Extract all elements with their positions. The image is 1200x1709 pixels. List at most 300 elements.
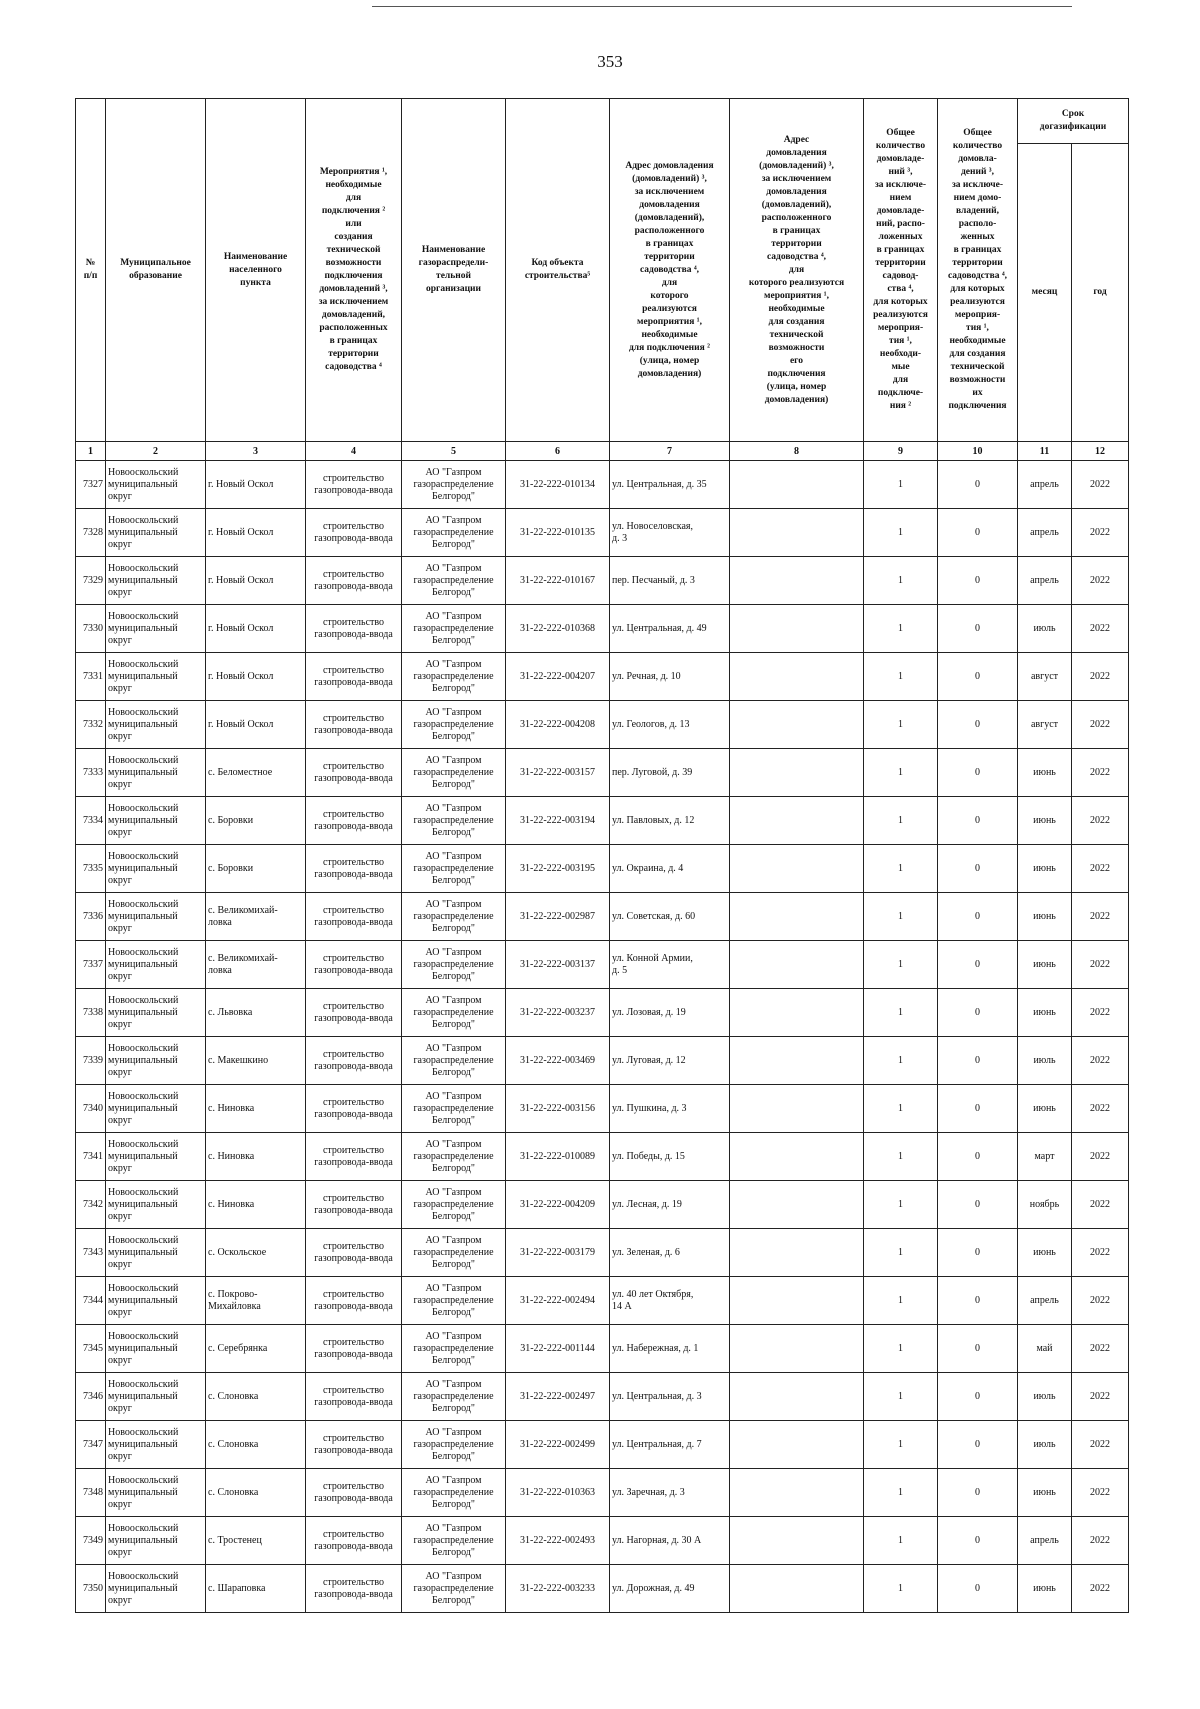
municipality-cell: Новооскольский муниципальный округ (106, 461, 206, 509)
header-count-connection: Общее количество домовладе- ний ³, за исключе- нием домовладе- ний, распо- ложенных в границах территории садовод- ства ⁴, для которых реализуются мероприя- тия ¹, необходи- мые для подключе- ния ² (864, 99, 938, 442)
header-year: год (1072, 144, 1129, 442)
month-cell: апрель (1018, 557, 1072, 605)
column-number: 2 (106, 442, 206, 461)
municipality-cell: Новооскольский муниципальный округ (106, 1565, 206, 1613)
row-number: 7330 (76, 605, 106, 653)
row-number: 7338 (76, 989, 106, 1037)
year-cell: 2022 (1072, 1277, 1129, 1325)
municipality-cell: Новооскольский муниципальный округ (106, 605, 206, 653)
month-cell: июль (1018, 1421, 1072, 1469)
table-row (76, 701, 1129, 749)
address-technical-cell (730, 797, 864, 845)
measure-cell: строительство газопровода-ввода (306, 605, 402, 653)
measure-cell: строительство газопровода-ввода (306, 1037, 402, 1085)
count-technical-cell: 0 (938, 1277, 1018, 1325)
object-code-cell: 31-22-222-003195 (506, 845, 610, 893)
object-code-cell: 31-22-222-010368 (506, 605, 610, 653)
address-technical-cell (730, 1373, 864, 1421)
count-technical-cell: 0 (938, 509, 1018, 557)
address-technical-cell (730, 1277, 864, 1325)
year-cell: 2022 (1072, 941, 1129, 989)
year-cell: 2022 (1072, 509, 1129, 557)
count-cell: 1 (864, 845, 938, 893)
measure-cell: строительство газопровода-ввода (306, 989, 402, 1037)
month-cell: июнь (1018, 989, 1072, 1037)
object-code-cell: 31-22-222-003137 (506, 941, 610, 989)
address-technical-cell (730, 1229, 864, 1277)
measure-cell: строительство газопровода-ввода (306, 653, 402, 701)
header-object-code: Код объекта строительства⁵ (506, 99, 610, 442)
year-cell: 2022 (1072, 1517, 1129, 1565)
address-cell: ул. Победы, д. 15 (610, 1133, 730, 1181)
row-number: 7339 (76, 1037, 106, 1085)
settlement-cell: с. Великомихай- ловка (206, 893, 306, 941)
object-code-cell: 31-22-222-003179 (506, 1229, 610, 1277)
table-row (76, 1469, 1129, 1517)
count-technical-cell: 0 (938, 1085, 1018, 1133)
row-number: 7335 (76, 845, 106, 893)
count-cell: 1 (864, 1421, 938, 1469)
municipality-cell: Новооскольский муниципальный округ (106, 1229, 206, 1277)
column-number: 1 (76, 442, 106, 461)
row-number: 7350 (76, 1565, 106, 1613)
organization-cell: АО "Газпром газораспределение Белгород" (402, 893, 506, 941)
year-cell: 2022 (1072, 1421, 1129, 1469)
header-measures: Мероприятия ¹, необходимые для подключения ² или создания технической возможности подключения домовладений ³, за исключением домовладений, расположенных в границах территории садоводства ⁴ (306, 99, 402, 442)
measure-cell: строительство газопровода-ввода (306, 893, 402, 941)
row-number: 7327 (76, 461, 106, 509)
count-cell: 1 (864, 1469, 938, 1517)
settlement-cell: с. Слоновка (206, 1421, 306, 1469)
address-technical-cell (730, 1037, 864, 1085)
address-cell: ул. Конной Армии, д. 5 (610, 941, 730, 989)
measure-cell: строительство газопровода-ввода (306, 557, 402, 605)
year-cell: 2022 (1072, 653, 1129, 701)
month-cell: июнь (1018, 1565, 1072, 1613)
year-cell: 2022 (1072, 701, 1129, 749)
count-technical-cell: 0 (938, 1565, 1018, 1613)
settlement-cell: г. Новый Оскол (206, 509, 306, 557)
count-technical-cell: 0 (938, 941, 1018, 989)
table-row (76, 1517, 1129, 1565)
header-address-connection: Адрес домовладения (домовладений) ³, за исключением домовладения (домовладений), расположенного в границах территории садоводства ⁴, для которого реализуются мероприятия ¹, необходимые для подключения ² (улица, номер домовладения) (610, 99, 730, 442)
count-technical-cell: 0 (938, 1037, 1018, 1085)
address-cell: ул. Геологов, д. 13 (610, 701, 730, 749)
row-number: 7333 (76, 749, 106, 797)
row-number: 7346 (76, 1373, 106, 1421)
municipality-cell: Новооскольский муниципальный округ (106, 509, 206, 557)
municipality-cell: Новооскольский муниципальный округ (106, 1373, 206, 1421)
settlement-cell: с. Покрово- Михайловка (206, 1277, 306, 1325)
column-number: 6 (506, 442, 610, 461)
settlement-cell: с. Ниновка (206, 1133, 306, 1181)
month-cell: апрель (1018, 1277, 1072, 1325)
organization-cell: АО "Газпром газораспределение Белгород" (402, 941, 506, 989)
address-technical-cell (730, 845, 864, 893)
column-number: 9 (864, 442, 938, 461)
organization-cell: АО "Газпром газораспределение Белгород" (402, 653, 506, 701)
settlement-cell: с. Ниновка (206, 1181, 306, 1229)
table-row (76, 1229, 1129, 1277)
table-row (76, 1421, 1129, 1469)
municipality-cell: Новооскольский муниципальный округ (106, 701, 206, 749)
object-code-cell: 31-22-222-003469 (506, 1037, 610, 1085)
month-cell: июнь (1018, 941, 1072, 989)
column-number: 7 (610, 442, 730, 461)
header-municipality: Муниципальное образование (106, 99, 206, 442)
row-number: 7345 (76, 1325, 106, 1373)
object-code-cell: 31-22-222-010089 (506, 1133, 610, 1181)
table-row (76, 557, 1129, 605)
count-cell: 1 (864, 653, 938, 701)
count-technical-cell: 0 (938, 893, 1018, 941)
measure-cell: строительство газопровода-ввода (306, 1229, 402, 1277)
row-number: 7331 (76, 653, 106, 701)
month-cell: июнь (1018, 749, 1072, 797)
count-cell: 1 (864, 893, 938, 941)
count-cell: 1 (864, 1229, 938, 1277)
year-cell: 2022 (1072, 797, 1129, 845)
municipality-cell: Новооскольский муниципальный округ (106, 1277, 206, 1325)
year-cell: 2022 (1072, 893, 1129, 941)
table-row (76, 1037, 1129, 1085)
organization-cell: АО "Газпром газораспределение Белгород" (402, 1517, 506, 1565)
organization-cell: АО "Газпром газораспределение Белгород" (402, 749, 506, 797)
settlement-cell: г. Новый Оскол (206, 461, 306, 509)
year-cell: 2022 (1072, 461, 1129, 509)
header-address-technical: Адрес домовладения (домовладений) ³, за исключением домовладения (домовладений), расположенного в границах территории садоводства ⁴, для которого реализуются мероприятия ¹, необходимые для создания технической возможности его подключения (улица, номер домовладения) (730, 99, 864, 442)
object-code-cell: 31-22-222-001144 (506, 1325, 610, 1373)
column-numbers-row (76, 442, 1129, 461)
row-number: 7328 (76, 509, 106, 557)
count-technical-cell: 0 (938, 1229, 1018, 1277)
address-technical-cell (730, 1325, 864, 1373)
address-cell: ул. Дорожная, д. 49 (610, 1565, 730, 1613)
municipality-cell: Новооскольский муниципальный округ (106, 1181, 206, 1229)
organization-cell: АО "Газпром газораспределение Белгород" (402, 1469, 506, 1517)
organization-cell: АО "Газпром газораспределение Белгород" (402, 1325, 506, 1373)
row-number: 7347 (76, 1421, 106, 1469)
column-number: 8 (730, 442, 864, 461)
organization-cell: АО "Газпром газораспределение Белгород" (402, 1421, 506, 1469)
count-cell: 1 (864, 941, 938, 989)
month-cell: июнь (1018, 893, 1072, 941)
count-cell: 1 (864, 797, 938, 845)
year-cell: 2022 (1072, 1325, 1129, 1373)
address-technical-cell (730, 989, 864, 1037)
table-row (76, 1181, 1129, 1229)
count-technical-cell: 0 (938, 557, 1018, 605)
address-technical-cell (730, 893, 864, 941)
count-technical-cell: 0 (938, 1181, 1018, 1229)
address-cell: ул. Нагорная, д. 30 А (610, 1517, 730, 1565)
municipality-cell: Новооскольский муниципальный округ (106, 1325, 206, 1373)
month-cell: апрель (1018, 461, 1072, 509)
measure-cell: строительство газопровода-ввода (306, 797, 402, 845)
count-technical-cell: 0 (938, 1133, 1018, 1181)
organization-cell: АО "Газпром газораспределение Белгород" (402, 509, 506, 557)
table-row (76, 749, 1129, 797)
municipality-cell: Новооскольский муниципальный округ (106, 749, 206, 797)
count-cell: 1 (864, 509, 938, 557)
row-number: 7341 (76, 1133, 106, 1181)
month-cell: июнь (1018, 1085, 1072, 1133)
count-technical-cell: 0 (938, 1373, 1018, 1421)
object-code-cell: 31-22-222-010167 (506, 557, 610, 605)
measure-cell: строительство газопровода-ввода (306, 701, 402, 749)
address-technical-cell (730, 1469, 864, 1517)
table-row (76, 1085, 1129, 1133)
year-cell: 2022 (1072, 1229, 1129, 1277)
table-row (76, 797, 1129, 845)
address-technical-cell (730, 701, 864, 749)
settlement-cell: г. Новый Оскол (206, 557, 306, 605)
measure-cell: строительство газопровода-ввода (306, 1085, 402, 1133)
address-technical-cell (730, 509, 864, 557)
address-cell: ул. Лозовая, д. 19 (610, 989, 730, 1037)
municipality-cell: Новооскольский муниципальный округ (106, 1037, 206, 1085)
year-cell: 2022 (1072, 605, 1129, 653)
measure-cell: строительство газопровода-ввода (306, 941, 402, 989)
row-number: 7349 (76, 1517, 106, 1565)
object-code-cell: 31-22-222-004207 (506, 653, 610, 701)
object-code-cell: 31-22-222-010134 (506, 461, 610, 509)
row-number: 7336 (76, 893, 106, 941)
organization-cell: АО "Газпром газораспределение Белгород" (402, 1037, 506, 1085)
month-cell: июль (1018, 1373, 1072, 1421)
object-code-cell: 31-22-222-004208 (506, 701, 610, 749)
row-number: 7334 (76, 797, 106, 845)
measure-cell: строительство газопровода-ввода (306, 1181, 402, 1229)
table-row (76, 1277, 1129, 1325)
object-code-cell: 31-22-222-003237 (506, 989, 610, 1037)
year-cell: 2022 (1072, 1085, 1129, 1133)
month-cell: июль (1018, 605, 1072, 653)
count-technical-cell: 0 (938, 605, 1018, 653)
settlement-cell: с. Боровки (206, 797, 306, 845)
organization-cell: АО "Газпром газораспределение Белгород" (402, 1373, 506, 1421)
municipality-cell: Новооскольский муниципальный округ (106, 1469, 206, 1517)
header-organization: Наименование газораспредели- тельной организации (402, 99, 506, 442)
month-cell: август (1018, 653, 1072, 701)
address-cell: пер. Песчаный, д. 3 (610, 557, 730, 605)
address-cell: ул. Павловых, д. 12 (610, 797, 730, 845)
address-technical-cell (730, 653, 864, 701)
year-cell: 2022 (1072, 749, 1129, 797)
month-cell: апрель (1018, 1517, 1072, 1565)
settlement-cell: с. Тростенец (206, 1517, 306, 1565)
month-cell: июль (1018, 1037, 1072, 1085)
settlement-cell: с. Ниновка (206, 1085, 306, 1133)
year-cell: 2022 (1072, 1037, 1129, 1085)
month-cell: июнь (1018, 845, 1072, 893)
count-technical-cell: 0 (938, 1517, 1018, 1565)
header-num: № п/п (76, 99, 106, 442)
address-technical-cell (730, 1133, 864, 1181)
municipality-cell: Новооскольский муниципальный округ (106, 893, 206, 941)
municipality-cell: Новооскольский муниципальный округ (106, 797, 206, 845)
address-technical-cell (730, 1565, 864, 1613)
year-cell: 2022 (1072, 845, 1129, 893)
measure-cell: строительство газопровода-ввода (306, 1133, 402, 1181)
address-cell: ул. Набережная, д. 1 (610, 1325, 730, 1373)
organization-cell: АО "Газпром газораспределение Белгород" (402, 797, 506, 845)
column-number: 4 (306, 442, 402, 461)
top-rule (372, 6, 1072, 7)
settlement-cell: с. Боровки (206, 845, 306, 893)
settlement-cell: с. Львовка (206, 989, 306, 1037)
month-cell: ноябрь (1018, 1181, 1072, 1229)
count-cell: 1 (864, 605, 938, 653)
count-technical-cell: 0 (938, 749, 1018, 797)
settlement-cell: с. Серебрянка (206, 1325, 306, 1373)
count-technical-cell: 0 (938, 1469, 1018, 1517)
table-row (76, 893, 1129, 941)
address-cell: ул. Окраина, д. 4 (610, 845, 730, 893)
month-cell: май (1018, 1325, 1072, 1373)
municipality-cell: Новооскольский муниципальный округ (106, 845, 206, 893)
municipality-cell: Новооскольский муниципальный округ (106, 989, 206, 1037)
count-cell: 1 (864, 1085, 938, 1133)
settlement-cell: г. Новый Оскол (206, 653, 306, 701)
address-cell: ул. Речная, д. 10 (610, 653, 730, 701)
address-cell: ул. Центральная, д. 3 (610, 1373, 730, 1421)
address-cell: ул. Пушкина, д. 3 (610, 1085, 730, 1133)
count-cell: 1 (864, 749, 938, 797)
count-cell: 1 (864, 701, 938, 749)
table-row (76, 653, 1129, 701)
organization-cell: АО "Газпром газораспределение Белгород" (402, 557, 506, 605)
year-cell: 2022 (1072, 1565, 1129, 1613)
year-cell: 2022 (1072, 1373, 1129, 1421)
measure-cell: строительство газопровода-ввода (306, 1277, 402, 1325)
count-cell: 1 (864, 1325, 938, 1373)
year-cell: 2022 (1072, 989, 1129, 1037)
year-cell: 2022 (1072, 1469, 1129, 1517)
settlement-cell: с. Шараповка (206, 1565, 306, 1613)
row-number: 7340 (76, 1085, 106, 1133)
address-cell: ул. Зеленая, д. 6 (610, 1229, 730, 1277)
row-number: 7329 (76, 557, 106, 605)
object-code-cell: 31-22-222-004209 (506, 1181, 610, 1229)
count-cell: 1 (864, 1565, 938, 1613)
address-technical-cell (730, 1181, 864, 1229)
month-cell: август (1018, 701, 1072, 749)
table-body (76, 461, 1129, 1613)
measure-cell: строительство газопровода-ввода (306, 1421, 402, 1469)
column-number: 5 (402, 442, 506, 461)
measure-cell: строительство газопровода-ввода (306, 749, 402, 797)
address-technical-cell (730, 461, 864, 509)
column-number: 11 (1018, 442, 1072, 461)
organization-cell: АО "Газпром газораспределение Белгород" (402, 1181, 506, 1229)
address-cell: ул. Заречная, д. 3 (610, 1469, 730, 1517)
municipality-cell: Новооскольский муниципальный округ (106, 1133, 206, 1181)
year-cell: 2022 (1072, 557, 1129, 605)
organization-cell: АО "Газпром газораспределение Белгород" (402, 1229, 506, 1277)
municipality-cell: Новооскольский муниципальный округ (106, 653, 206, 701)
table-row (76, 1373, 1129, 1421)
address-cell: пер. Луговой, д. 39 (610, 749, 730, 797)
settlement-cell: с. Великомихай- ловка (206, 941, 306, 989)
address-cell: ул. Советская, д. 60 (610, 893, 730, 941)
row-number: 7342 (76, 1181, 106, 1229)
column-number: 3 (206, 442, 306, 461)
count-technical-cell: 0 (938, 989, 1018, 1037)
address-technical-cell (730, 749, 864, 797)
settlement-cell: с. Беломестное (206, 749, 306, 797)
count-technical-cell: 0 (938, 1421, 1018, 1469)
page-number: 353 (597, 52, 623, 71)
measure-cell: строительство газопровода-ввода (306, 461, 402, 509)
month-cell: июнь (1018, 797, 1072, 845)
column-number: 10 (938, 442, 1018, 461)
organization-cell: АО "Газпром газораспределение Белгород" (402, 989, 506, 1037)
count-technical-cell: 0 (938, 845, 1018, 893)
municipality-cell: Новооскольский муниципальный округ (106, 941, 206, 989)
object-code-cell: 31-22-222-003194 (506, 797, 610, 845)
count-cell: 1 (864, 557, 938, 605)
object-code-cell: 31-22-222-003156 (506, 1085, 610, 1133)
table-row (76, 461, 1129, 509)
table-row (76, 941, 1129, 989)
address-technical-cell (730, 605, 864, 653)
object-code-cell: 31-22-222-002494 (506, 1277, 610, 1325)
count-technical-cell: 0 (938, 461, 1018, 509)
address-technical-cell (730, 1517, 864, 1565)
header-settlement: Наименование населенного пункта (206, 99, 306, 442)
year-cell: 2022 (1072, 1181, 1129, 1229)
address-cell: ул. 40 лет Октября, 14 А (610, 1277, 730, 1325)
count-technical-cell: 0 (938, 653, 1018, 701)
count-cell: 1 (864, 1037, 938, 1085)
organization-cell: АО "Газпром газораспределение Белгород" (402, 701, 506, 749)
object-code-cell: 31-22-222-002499 (506, 1421, 610, 1469)
table-row (76, 1325, 1129, 1373)
object-code-cell: 31-22-222-002987 (506, 893, 610, 941)
month-cell: апрель (1018, 509, 1072, 557)
object-code-cell: 31-22-222-003157 (506, 749, 610, 797)
settlement-cell: с. Слоновка (206, 1469, 306, 1517)
count-cell: 1 (864, 461, 938, 509)
count-cell: 1 (864, 1181, 938, 1229)
municipality-cell: Новооскольский муниципальный округ (106, 1421, 206, 1469)
row-number: 7332 (76, 701, 106, 749)
month-cell: июнь (1018, 1469, 1072, 1517)
address-cell: ул. Лесная, д. 19 (610, 1181, 730, 1229)
header-count-technical: Общее количество домовла- дений ³, за исключе- нием домо- владений, располо- женных в границах территории садоводства ⁴, для которых реализуются мероприя- тия ¹, необходимые для создания технической возможности их подключения (938, 99, 1018, 442)
organization-cell: АО "Газпром газораспределение Белгород" (402, 1085, 506, 1133)
address-cell: ул. Центральная, д. 35 (610, 461, 730, 509)
settlement-cell: г. Новый Оскол (206, 605, 306, 653)
table-row (76, 509, 1129, 557)
count-cell: 1 (864, 1277, 938, 1325)
month-cell: март (1018, 1133, 1072, 1181)
address-technical-cell (730, 1421, 864, 1469)
row-number: 7348 (76, 1469, 106, 1517)
count-technical-cell: 0 (938, 797, 1018, 845)
municipality-cell: Новооскольский муниципальный округ (106, 1085, 206, 1133)
organization-cell: АО "Газпром газораспределение Белгород" (402, 845, 506, 893)
row-number: 7344 (76, 1277, 106, 1325)
count-cell: 1 (864, 1517, 938, 1565)
header-month: месяц (1018, 144, 1072, 442)
municipality-cell: Новооскольский муниципальный округ (106, 1517, 206, 1565)
measure-cell: строительство газопровода-ввода (306, 1469, 402, 1517)
address-cell: ул. Центральная, д. 7 (610, 1421, 730, 1469)
organization-cell: АО "Газпром газораспределение Белгород" (402, 1133, 506, 1181)
row-number: 7343 (76, 1229, 106, 1277)
